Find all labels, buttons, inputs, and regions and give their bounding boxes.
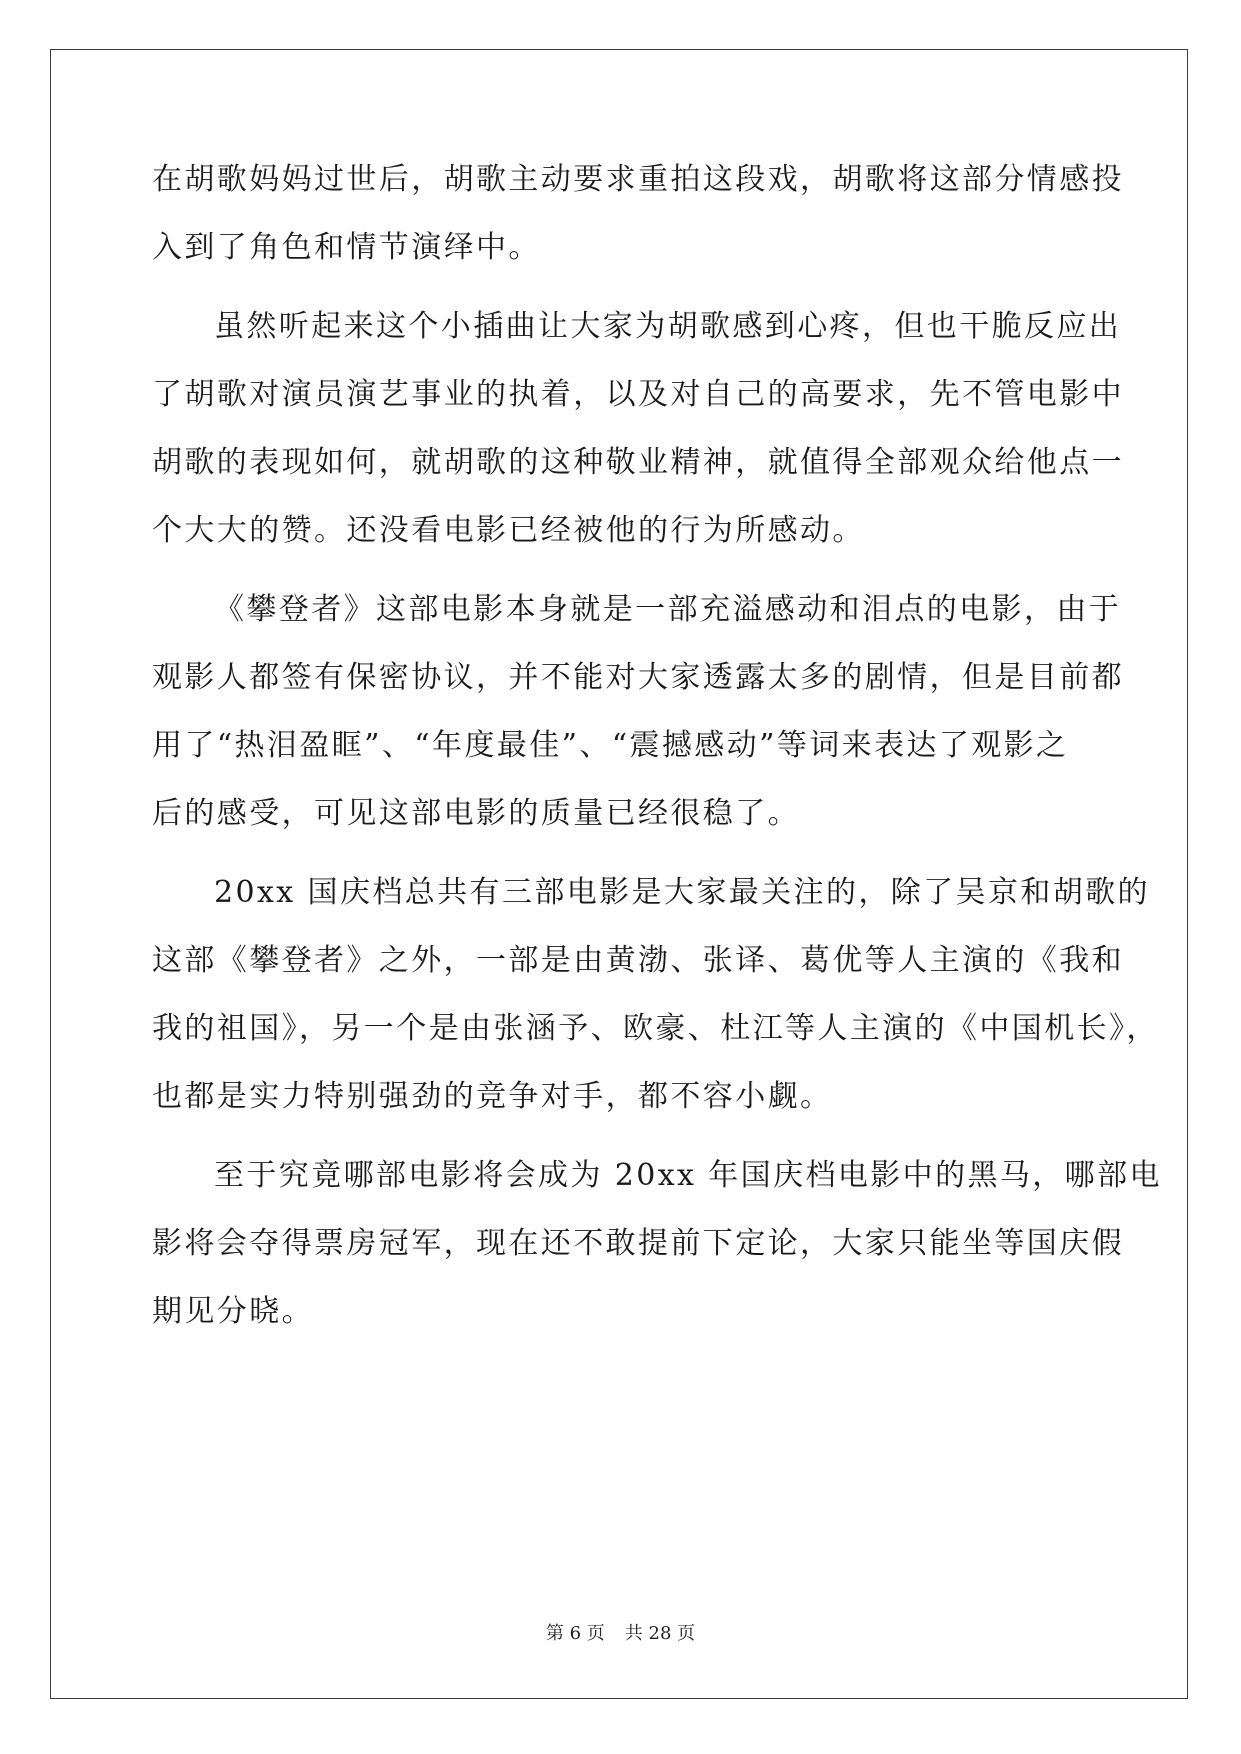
text-line: 入到了角色和情节演绎中。 (152, 230, 541, 265)
text-line: 后的感受，可见这部电影的质量已经很稳了。 (152, 796, 800, 831)
text-line: 了胡歌对演员演艺事业的执着，以及对自己的高要求，先不管电影中 (152, 377, 1124, 412)
text-line: 胡歌的表现如何，就胡歌的这种敬业精神，就值得全部观众给他点一 (152, 445, 1124, 480)
paragraph-first-line: 至于究竟哪部电影将会成为 20xx 年国庆档电影中的黑马，哪部电 (214, 1158, 1162, 1193)
text-line: 观影人都签有保密协议，并不能对大家透露太多的剧情，但是目前都 (152, 660, 1124, 695)
text-line: 个大大的赞。还没看电影已经被他的行为所感动。 (152, 513, 865, 548)
page-number: 第 6 页 (545, 1623, 605, 1644)
text-line: 也都是实力特别强劲的竞争对手，都不容小觑。 (152, 1079, 833, 1114)
text-line: 用了“热泪盈眶”、“年度最佳”、“震撼感动”等词来表达了观影之 (152, 728, 1069, 763)
text-line: 在胡歌妈妈过世后，胡歌主动要求重拍这段戏，胡歌将这部分情感投 (152, 162, 1124, 197)
text-line: 期见分晓。 (152, 1294, 314, 1329)
page-total: 共 28 页 (624, 1623, 696, 1644)
text-line: 影将会夺得票房冠军，现在还不敢提前下定论，大家只能坐等国庆假 (152, 1226, 1124, 1261)
paragraph-first-line: 虽然听起来这个小插曲让大家为胡歌感到心疼，但也干脆反应出 (214, 309, 1122, 344)
paragraph-first-line: 《攀登者》这部电影本身就是一部充溢感动和泪点的电影，由于 (214, 592, 1122, 627)
page-footer (0, 1622, 1241, 1646)
text-line: 我的祖国》，另一个是由张涵予、欧豪、杜江等人主演的《中国机长》， (152, 1011, 1159, 1046)
text-line: 这部《攀登者》之外，一部是由黄渤、张译、葛优等人主演的《我和 (152, 943, 1124, 978)
paragraph-first-line: 20xx 国庆档总共有三部电影是大家最关注的，除了吴京和胡歌的 (214, 875, 1150, 910)
